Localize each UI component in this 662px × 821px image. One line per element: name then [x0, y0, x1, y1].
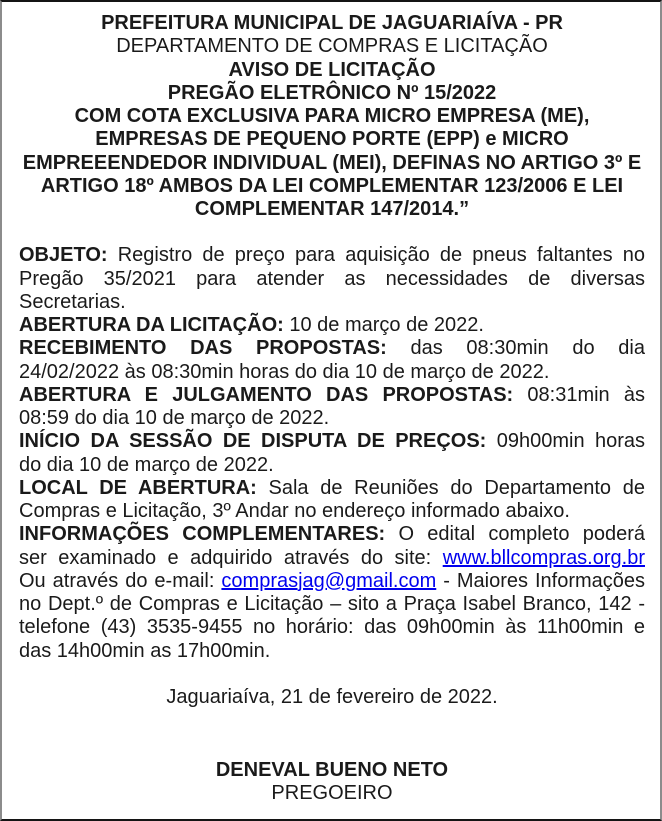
site-url-link[interactable]: www.bllcompras.org.br	[442, 546, 645, 569]
text-run: Compras e Licitação, 3º Andar no endereço informado abaixo.	[19, 500, 570, 522]
header-line: COM COTA EXCLUSIVA PARA MICRO EMPRESA (ME),	[74, 105, 590, 127]
text-line	[19, 570, 645, 593]
document-body	[19, 244, 645, 663]
header-line: AVISO DE LICITAÇÃO	[228, 58, 436, 81]
signatory-name: DENEVAL BUENO NETO	[215, 759, 449, 781]
header-line: COMPLEMENTAR 147/2014.”	[194, 198, 470, 220]
text-run: 24/02/2022 às 08:30min horas do dia 10 de março de 2022.	[19, 360, 550, 383]
text-line	[19, 523, 645, 546]
text-run: do dia 10 de março de 2022.	[19, 453, 274, 476]
text-line	[19, 616, 645, 639]
paragraph-inicio-da-sessao	[19, 430, 645, 477]
text-line	[19, 547, 645, 570]
text-line	[19, 268, 645, 291]
paragraph-abertura-da-licitacao	[19, 314, 645, 337]
text-run: Sala de Reuniões do Departamento de	[256, 476, 645, 499]
text-run: das 08:30min do dia	[386, 337, 645, 360]
text-run: O edital completo poderá	[385, 523, 646, 546]
text-line	[19, 500, 645, 523]
field-label: ABERTURA E JULGAMENTO DAS PROPOSTAS:	[19, 383, 514, 406]
paragraph-recebimento-das-propostas	[19, 337, 645, 384]
text-run: no Dept.º de Compras e Licitação – sito a Praça Isabel Branco, 142 -	[19, 593, 645, 615]
text-run: ser examinado e adquirido através do site:	[19, 546, 443, 569]
text-run: 10 de março de 2022.	[283, 314, 484, 336]
field-label: INÍCIO DA SESSÃO DE DISPUTA DE PREÇOS:	[19, 430, 487, 453]
field-label: LOCAL DE ABERTURA:	[19, 476, 257, 499]
signature-block	[19, 759, 645, 806]
text-run: - Maiores Informações	[436, 569, 646, 592]
date-line: Jaguariaíva, 21 de fevereiro de 2022.	[166, 685, 498, 708]
text-run: Registro de preço para aquisição de pneus faltantes no	[107, 244, 645, 267]
header-line: PREGÃO ELETRÔNICO Nº 15/2022	[167, 81, 497, 104]
field-label: RECEBIMENTO DAS PROPOSTAS:	[19, 337, 387, 360]
text-line	[19, 384, 645, 407]
text-line	[19, 593, 645, 616]
text-run: das 14h00min as 17h00min.	[19, 639, 271, 662]
field-label: ABERTURA DA LICITAÇÃO:	[19, 314, 284, 336]
field-label: OBJETO:	[19, 244, 108, 267]
text-line	[19, 477, 645, 500]
text-run: 08:59 do dia 10 de março de 2022.	[19, 407, 330, 429]
header-line: EMPRESAS DE PEQUENO PORTE (EPP) e MICRO	[95, 128, 569, 151]
paragraph-informacoes-complementares	[19, 523, 645, 663]
header-line: PREFEITURA MUNICIPAL DE JAGUARIAÍVA - PR	[101, 12, 563, 34]
header-line: DEPARTAMENTO DE COMPRAS E LICITAÇÃO	[116, 35, 548, 58]
text-line	[19, 454, 645, 477]
text-line	[19, 430, 645, 453]
text-run: telefone (43) 3535-9455 no horário: das 09h00min às 11h00min e	[19, 616, 645, 639]
text-line	[19, 407, 645, 430]
text-run: Ou através do e-mail:	[19, 569, 222, 592]
signatory-role: PREGOEIRO	[271, 782, 393, 805]
text-run: Secretarias.	[19, 290, 126, 313]
email-link[interactable]: comprasjag@gmail.com	[221, 569, 437, 592]
paragraph-abertura-e-julgamento	[19, 384, 645, 431]
text-run: 09h00min horas	[486, 430, 645, 453]
text-line	[19, 361, 645, 384]
text-run: Pregão 35/2021 para atender as necessidades de diversas	[19, 267, 645, 290]
text-line	[19, 314, 645, 337]
paragraph-objeto	[19, 244, 645, 314]
document-header	[19, 12, 645, 221]
text-line	[19, 337, 645, 360]
text-line	[19, 640, 645, 663]
paragraph-local-de-abertura	[19, 477, 645, 524]
header-line: ARTIGO 18º AMBOS DA LEI COMPLEMENTAR 123/2006 E LEI	[40, 174, 624, 197]
field-label: INFORMAÇÕES COMPLEMENTARES:	[19, 523, 386, 546]
header-line: EMPREEENDEDOR INDIVIDUAL (MEI), DEFINAS NO ARTIGO 3º E	[22, 151, 642, 174]
text-line	[19, 291, 645, 314]
text-run: 08:31min às	[513, 383, 645, 406]
text-line	[19, 244, 645, 267]
